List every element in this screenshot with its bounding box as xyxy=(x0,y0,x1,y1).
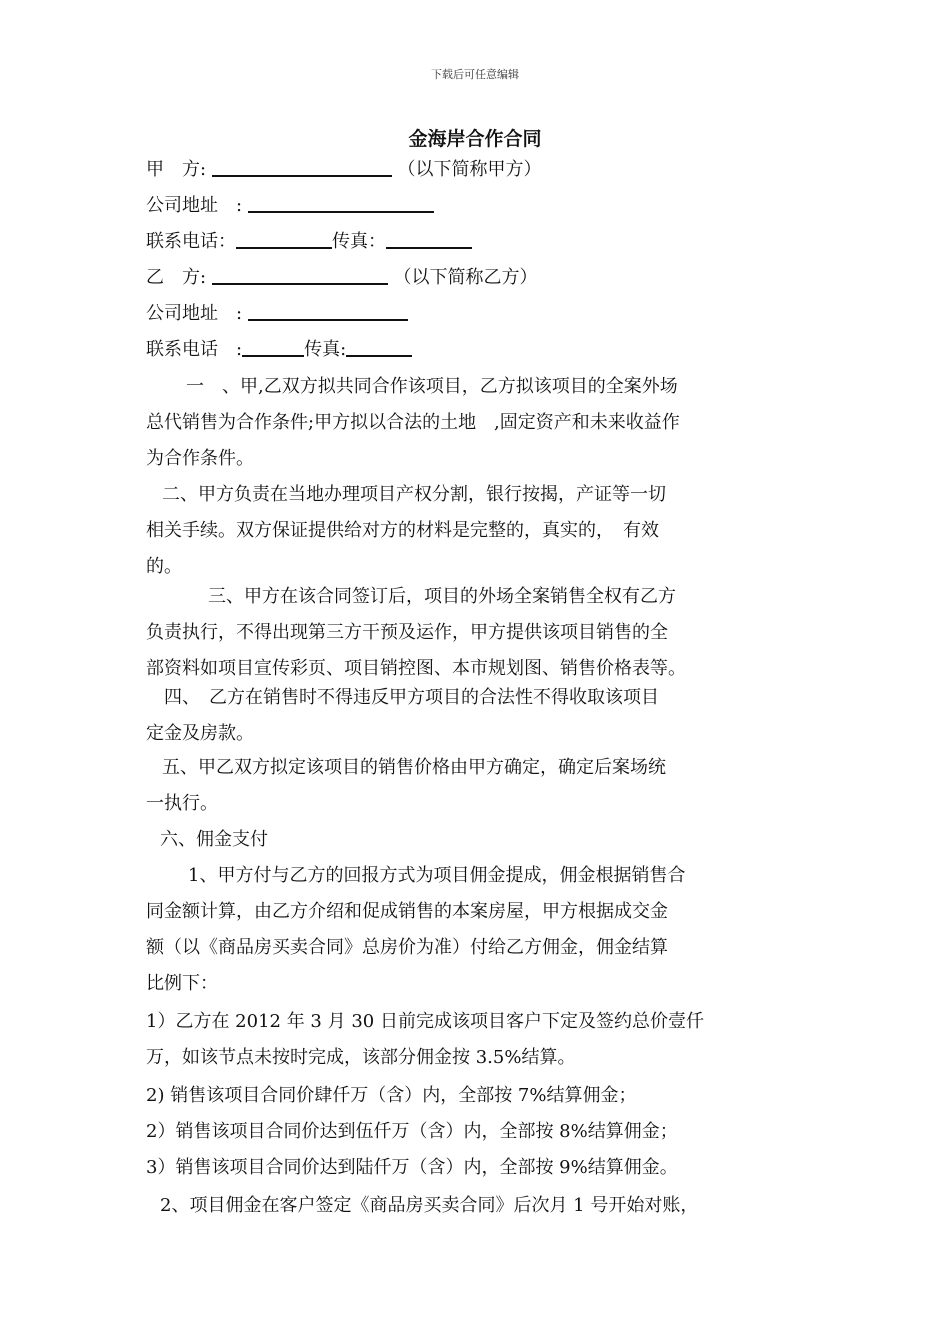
clause-2-line: 二、甲方负责在当地办理项目产权分割，银行按揭，产证等一切 xyxy=(162,484,666,505)
clause-6-2 xyxy=(146,1188,836,1224)
clause-6-1-line: 同金额计算，由乙方介绍和促成销售的本案房屋，甲方根据成交金 xyxy=(146,901,668,922)
rate-2-line: 2) 销售该项目合同价肆仟万（含）内，全部按 7%结算佣金； xyxy=(146,1085,637,1106)
party-b-fax-label: 传真: xyxy=(304,339,347,360)
clause-1-line: 一 、甲,乙双方拟共同合作该项目，乙方拟该项目的全案外场 xyxy=(186,376,678,397)
party-b-label: 乙 方: xyxy=(146,267,207,288)
rate-3-line: 2）销售该项目合同价达到伍仟万（含）内，全部按 8%结算佣金； xyxy=(146,1121,678,1142)
party-b-address-label: 公司地址 : xyxy=(146,303,243,324)
rate-4 xyxy=(146,1150,810,1186)
clause-4 xyxy=(146,680,810,752)
party-b-suffix: （以下简称乙方） xyxy=(393,267,538,288)
party-a-address-blank[interactable] xyxy=(248,193,434,213)
clause-3-line: 部资料如项目宣传彩页、项目销控图、本市规划图、销售价格表等。 xyxy=(146,658,686,679)
clause-6-1 xyxy=(146,858,810,1002)
clause-6-title-text: 六、佣金支付 xyxy=(160,829,268,850)
clause-1 xyxy=(146,369,810,477)
clause-6-title xyxy=(146,822,810,858)
party-b-address-line xyxy=(146,301,408,327)
party-b-line xyxy=(146,265,538,291)
clause-3-line: 负责执行，不得出现第三方干预及运作，甲方提供该项目销售的全 xyxy=(146,622,668,643)
party-a-phone-blank[interactable] xyxy=(236,229,332,249)
clause-3-line: 三、甲方在该合同签订后，项目的外场全案销售全权有乙方 xyxy=(208,586,676,607)
party-b-fax-blank[interactable] xyxy=(346,337,412,357)
clause-5-line: 一执行。 xyxy=(146,793,218,814)
clause-6-1-line: 1、甲方付与乙方的回报方式为项目佣金提成，佣金根据销售合 xyxy=(188,865,686,886)
rate-4-line: 3）销售该项目合同价达到陆仟万（含）内，全部按 9%结算佣金。 xyxy=(146,1157,678,1178)
party-a-fax-label: 传真： xyxy=(332,231,386,252)
clause-6-1-line: 比例下： xyxy=(146,973,218,994)
party-a-fax-blank[interactable] xyxy=(386,229,472,249)
clause-2-line: 相关手续。双方保证提供给对方的材料是完整的，真实的， 有效 xyxy=(146,520,659,541)
party-a-line xyxy=(146,157,542,183)
clause-6-1-line: 额（以《商品房买卖合同》总房价为准）付给乙方佣金，佣金结算 xyxy=(146,937,668,958)
rate-1 xyxy=(146,1004,810,1076)
clause-3 xyxy=(146,579,810,687)
clause-2-line: 的。 xyxy=(146,556,182,577)
rate-1-line: 1）乙方在 2012 年 3 月 30 日前完成该项目客户下定及签约总价壹仟 xyxy=(146,1011,704,1032)
party-a-contact-line xyxy=(146,229,472,255)
party-b-phone-label: 联系电话 : xyxy=(146,339,243,360)
party-a-phone-label: 联系电话： xyxy=(146,231,236,252)
party-b-blank[interactable] xyxy=(212,265,388,285)
rate-1-line: 万，如该节点未按时完成，该部分佣金按 3.5%结算。 xyxy=(146,1047,576,1068)
clause-6-2-line: 2、项目佣金在客户签定《商品房买卖合同》后次月 1 号开始对账， xyxy=(160,1195,699,1216)
rate-3 xyxy=(146,1114,810,1150)
party-a-address-label: 公司地址 : xyxy=(146,195,243,216)
clause-5 xyxy=(146,750,810,822)
clause-1-line: 为合作条件。 xyxy=(146,448,254,469)
party-b-contact-line xyxy=(146,337,412,363)
clause-4-line: 四、 乙方在销售时不得违反甲方项目的合法性不得收取该项目 xyxy=(164,687,659,708)
party-a-blank[interactable] xyxy=(212,157,392,177)
clause-2 xyxy=(146,477,810,585)
rate-2 xyxy=(146,1078,810,1114)
clause-5-line: 五、甲乙双方拟定该项目的销售价格由甲方确定，确定后案场统 xyxy=(162,757,666,778)
party-a-address-line xyxy=(146,193,434,219)
party-b-address-blank[interactable] xyxy=(248,301,408,321)
clause-1-line: 总代销售为合作条件;甲方拟以合法的土地 ,固定资产和未来收益作 xyxy=(146,412,680,433)
contract-title: 金海岸合作合同 xyxy=(408,128,542,150)
party-a-label: 甲 方: xyxy=(146,159,207,180)
party-a-suffix: （以下简称甲方） xyxy=(397,159,542,180)
page-header-note: 下载后可任意编辑 xyxy=(431,68,519,81)
clause-4-line: 定金及房款。 xyxy=(146,723,254,744)
party-b-phone-blank[interactable] xyxy=(242,337,304,357)
